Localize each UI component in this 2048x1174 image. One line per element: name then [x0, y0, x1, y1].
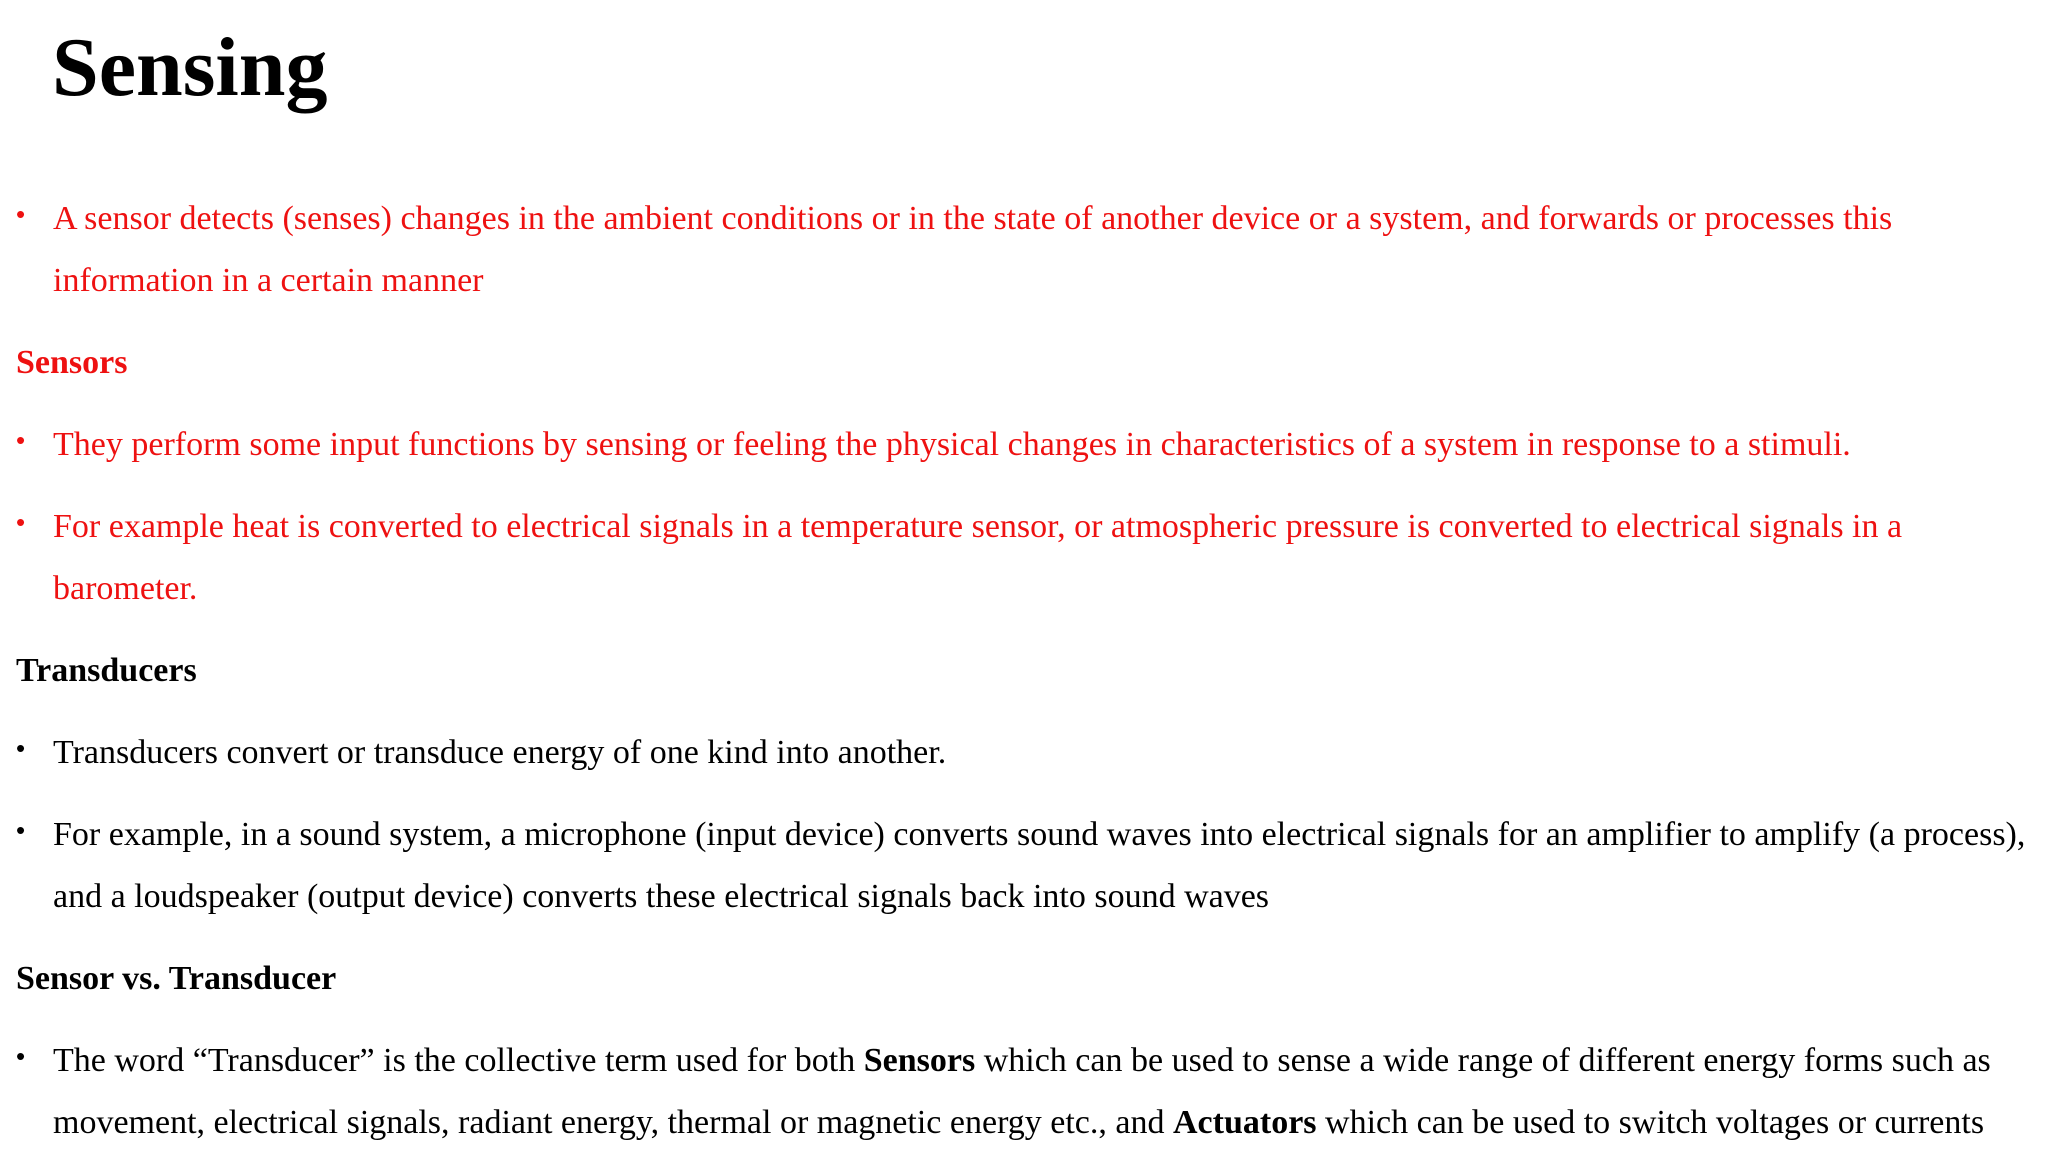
- sensors-bullet-1: [16, 414, 2026, 476]
- bullet-dot: •: [16, 425, 26, 455]
- intro-text: A sensor detects (senses) changes in the ambient conditions or in the state of another device or a system, and forwards or processes this information in a certain manner: [53, 200, 1893, 299]
- transducers-heading: Transducers: [16, 652, 197, 689]
- transducers-bullet-text: Transducers convert or transduce energy of one kind into another.: [53, 734, 947, 771]
- transducers-bullet-2: [16, 804, 2026, 928]
- slide-title: Sensing: [52, 21, 328, 114]
- sensors-bullet-text: For example heat is converted to electrical signals in a temperature sensor, or atmospheric pressure is converted to electrical signals in a barometer.: [53, 508, 1903, 607]
- comparison-text: [53, 1042, 1991, 1141]
- transducers-bullet-1: [16, 722, 2026, 784]
- slide-content: [16, 188, 2026, 1174]
- comparison-bullet: [16, 1030, 2026, 1154]
- comparison-text-part2: which can be used to sense a wide range of different energy forms such as movement, electrical signals, radiant energy, thermal or magnetic energy etc., and: [53, 1042, 1991, 1141]
- actuators-term: Actuators: [1173, 1104, 1317, 1141]
- sensors-heading: Sensors: [16, 344, 128, 381]
- sensors-term: Sensors: [863, 1042, 976, 1079]
- bullet-dot: •: [16, 733, 26, 763]
- comparison-text-part1: The word “Transducer” is the collective term used for both: [53, 1042, 864, 1079]
- bullet-dot: •: [16, 507, 26, 537]
- bullet-dot: •: [16, 815, 26, 845]
- bullet-dot: •: [16, 199, 26, 229]
- comparison-heading: Sensor vs. Transducer: [16, 960, 337, 997]
- transducers-bullet-text: For example, in a sound system, a microphone (input device) converts sound waves into electrical signals for an amplifier to amplify (a process), and a loudspeaker (output device) converts these electrical signals back into sound waves: [53, 816, 2026, 915]
- sensors-bullet-2: [16, 496, 2026, 620]
- sensors-bullet-text: They perform some input functions by sensing or feeling the physical changes in characteristics of a system in response to a stimuli.: [53, 426, 1851, 463]
- intro-bullet: [16, 188, 2026, 312]
- bullet-dot: •: [16, 1041, 26, 1071]
- comparison-text-part3: which can be used to switch voltages or currents: [1316, 1104, 1985, 1141]
